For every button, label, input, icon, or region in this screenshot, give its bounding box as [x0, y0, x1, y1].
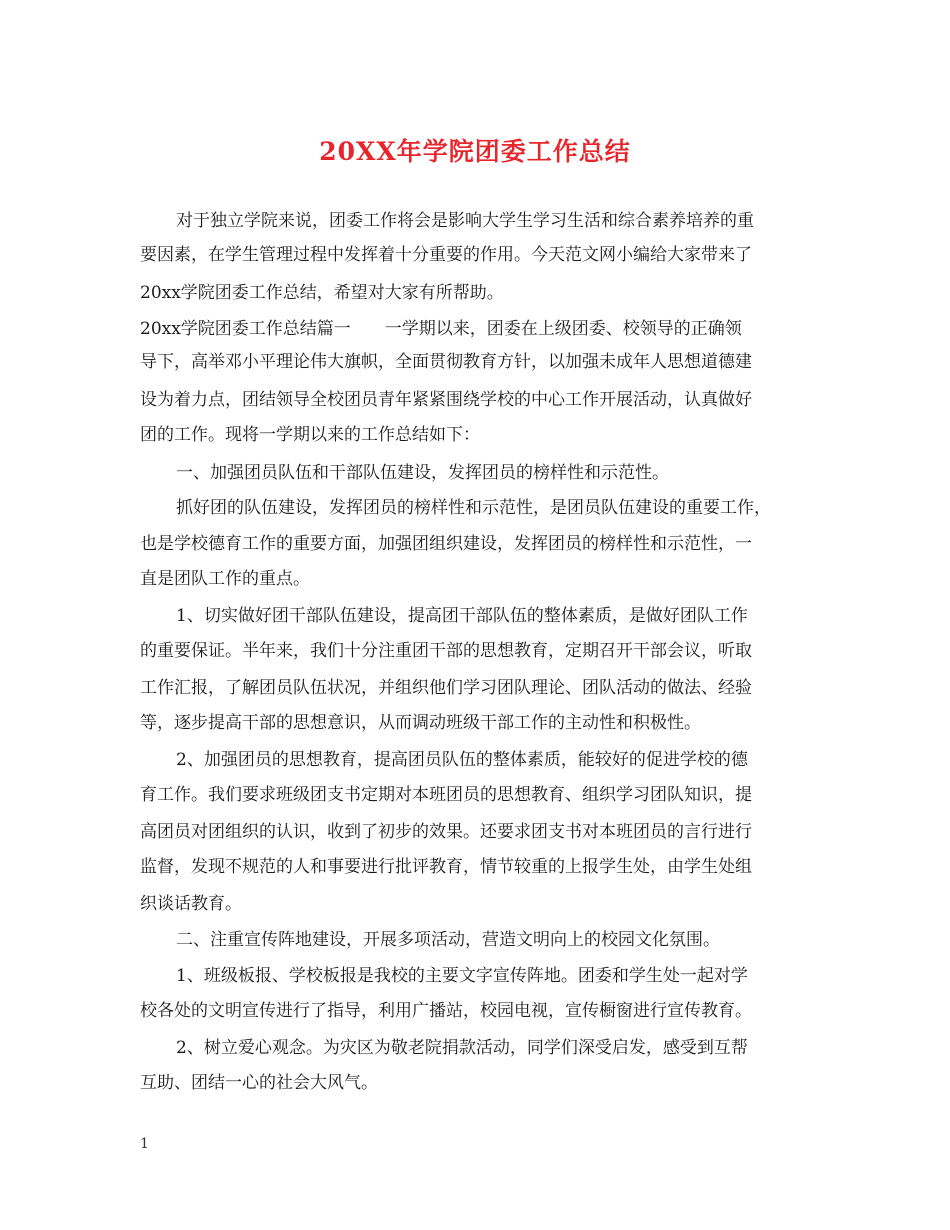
paragraph-line: 2、树立爱心观念。为灾区为敬老院捐款活动，同学们深受启发，感受到互帮	[176, 1038, 748, 1058]
paragraph-line: 20xx学院团委工作总结篇一 一学期以来，团委在上级团委、校领导的正确领	[140, 319, 742, 339]
paragraph-line: 要因素，在学生管理过程中发挥着十分重要的作用。今天范文网小编给大家带来了	[140, 245, 752, 265]
paragraph-line: 等，逐步提高干部的思想意识，从而调动班级干部工作的主动性和积极性。	[140, 713, 701, 733]
paragraph-line: 1、班级板报、学校板报是我校的主要文字宣传阵地。团委和学生处一起对学	[176, 966, 748, 986]
paragraph-line: 抓好团的队伍建设，发挥团员的榜样性和示范性，是团员队伍建设的重要工作，	[176, 498, 771, 518]
paragraph-line: 对于独立学院来说，团委工作将会是影响大学生学习生活和综合素养培养的重	[176, 211, 754, 231]
paragraph-line: 工作汇报，了解团员队伍状况，并组织他们学习团队理论、团队活动的做法、经验	[140, 678, 752, 698]
paragraph-line: 育工作。我们要求班级团支书定期对本班团员的思想教育、组织学习团队知识，提	[140, 785, 752, 805]
paragraph-line: 互助、团结一心的社会大风气。	[140, 1073, 378, 1093]
paragraph-line: 20xx学院团委工作总结，希望对大家有所帮助。	[140, 283, 504, 303]
paragraph-line: 监督，发现不规范的人和事要进行批评教育，情节较重的上报学生处，由学生处组	[140, 857, 752, 877]
paragraph-line: 织谈话教育。	[140, 894, 242, 914]
section-heading: 一、加强团员队伍和干部队伍建设，发挥团员的榜样性和示范性。	[176, 463, 669, 483]
page-number: 1	[140, 1136, 149, 1152]
paragraph-line: 校各处的文明宣传进行了指导，利用广播站，校园电视，宣传橱窗进行宣传教育。	[140, 1001, 752, 1021]
paragraph-line: 导下，高举邓小平理论伟大旗帜，全面贯彻教育方针，以加强未成年人思想道德建	[140, 352, 752, 372]
paragraph-line: 团的工作。现将一学期以来的工作总结如下：	[140, 425, 480, 445]
paragraph-line: 直是团队工作的重点。	[140, 569, 310, 589]
section-heading: 二、注重宣传阵地建设，开展多项活动，营造文明向上的校园文化氛围。	[176, 930, 720, 950]
paragraph-line: 1、切实做好团干部队伍建设，提高团干部队伍的整体素质，是做好团队工作	[176, 606, 748, 626]
paragraph-line: 2、加强团员的思想教育，提高团员队伍的整体素质，能较好的促进学校的德	[176, 750, 748, 770]
document-title: 20XX年学院团委工作总结	[319, 137, 631, 166]
paragraph-line: 的重要保证。半年来，我们十分注重团干部的思想教育，定期召开干部会议，听取	[140, 641, 752, 661]
paragraph-line: 高团员对团组织的认识，收到了初步的效果。还要求团支书对本班团员的言行进行	[140, 822, 752, 842]
paragraph-line: 设为着力点，团结领导全校团员青年紧紧围绕学校的中心工作开展活动，认真做好	[140, 390, 752, 410]
paragraph-line: 也是学校德育工作的重要方面，加强团组织建设，发挥团员的榜样性和示范性，一	[140, 534, 752, 554]
